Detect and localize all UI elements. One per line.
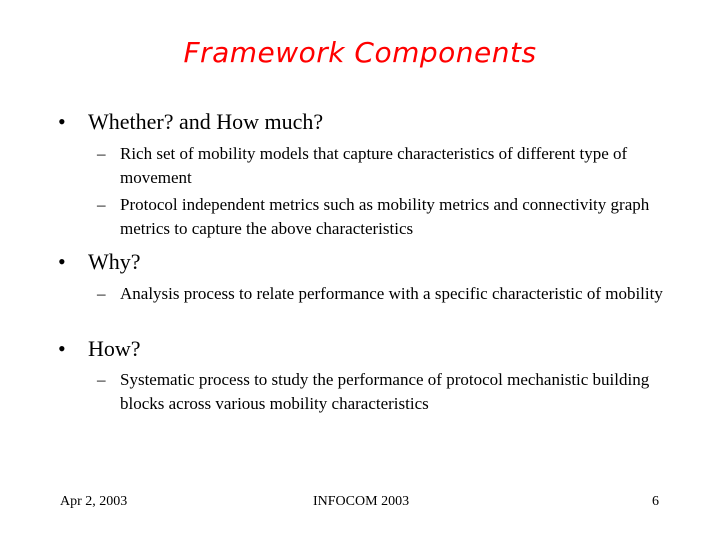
footer-page-number: 6 [652, 494, 659, 509]
dash-icon: – [97, 370, 106, 389]
sub-bullet [97, 193, 697, 241]
bullet-dot-icon: • [58, 336, 66, 361]
sub-bullet-text: Protocol independent metrics such as mobility metrics and connectivity graph metrics to capture the above characteristics [120, 195, 650, 238]
dash-icon: – [97, 284, 106, 303]
slide-title: Framework Components [183, 36, 537, 69]
bullet-label: Whether? and How much? [88, 109, 324, 134]
sub-bullet [97, 282, 697, 306]
bullet-dot-icon: • [58, 249, 66, 274]
footer-venue: INFOCOM 2003 [313, 494, 410, 509]
bullet-why [58, 249, 141, 275]
sub-bullet [97, 368, 697, 416]
sub-bullet-text: Analysis process to relate performance with a specific characteristic of mobility [120, 284, 663, 303]
sub-bullet [97, 142, 697, 190]
dash-icon: – [97, 195, 106, 214]
bullet-how [58, 336, 141, 362]
footer-date: Apr 2, 2003 [60, 494, 128, 509]
bullet-label: How? [88, 336, 141, 361]
bullet-whether-how-much [58, 109, 323, 135]
dash-icon: – [97, 144, 106, 163]
bullet-label: Why? [88, 249, 141, 274]
sub-bullet-text: Rich set of mobility models that capture characteristics of different type of movement [120, 144, 628, 187]
bullet-dot-icon: • [58, 109, 66, 134]
sub-bullet-text: Systematic process to study the performance of protocol mechanistic building blocks across various mobility characteristics [120, 370, 650, 413]
